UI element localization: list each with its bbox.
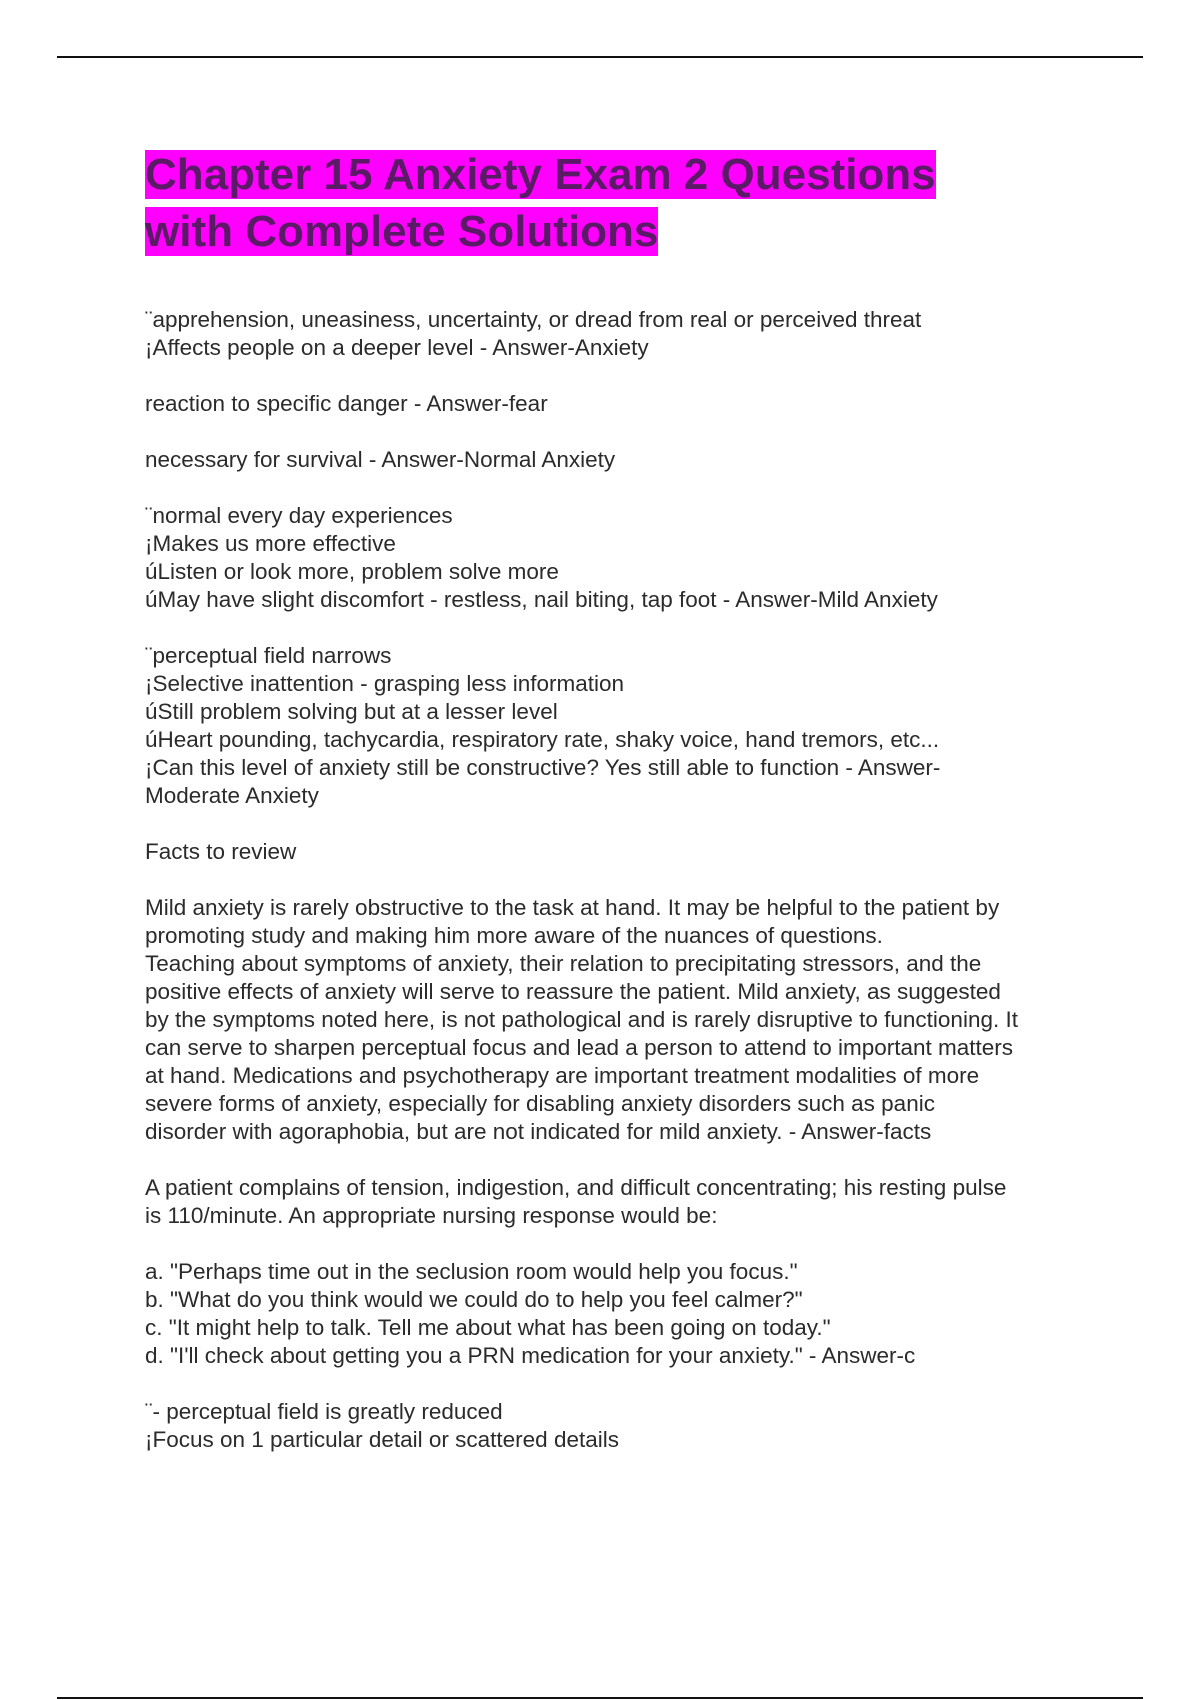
text-line: c. "It might help to talk. Tell me about what has been going on today." <box>145 1315 831 1340</box>
text-line: úMay have slight discomfort - restless, nail biting, tap foot - Answer-Mild Anxiety <box>145 587 938 612</box>
text-line: Teaching about symptoms of anxiety, their relation to precipitating stressors, and the <box>145 951 982 976</box>
qa-block <box>145 502 1085 614</box>
qa-block <box>145 894 1085 1146</box>
text-line: is 110/minute. An appropriate nursing response would be: <box>145 1203 718 1228</box>
text-line: Mild anxiety is rarely obstructive to the task at hand. It may be helpful to the patient by <box>145 895 1000 920</box>
text-line: ¡Focus on 1 particular detail or scattered details <box>145 1427 619 1452</box>
text-line: at hand. Medications and psychotherapy are important treatment modalities of more <box>145 1063 980 1088</box>
text-line: promoting study and making him more aware of the nuances of questions. <box>145 923 883 948</box>
title-line-1: Chapter 15 Anxiety Exam 2 Questions <box>145 150 936 199</box>
text-line: ¡Makes us more effective <box>145 531 396 556</box>
qa-block <box>145 446 1085 474</box>
text-line: disorder with agoraphobia, but are not indicated for mild anxiety. - Answer-facts <box>145 1119 932 1144</box>
qa-block <box>145 390 1085 418</box>
text-line: ¨normal every day experiences <box>145 503 453 528</box>
document-title <box>145 146 1085 260</box>
text-line: Facts to review <box>145 839 297 864</box>
text-line: d. "I'll check about getting you a PRN medication for your anxiety." - Answer-c <box>145 1343 916 1368</box>
text-line: úListen or look more, problem solve more <box>145 559 559 584</box>
top-divider <box>57 56 1143 58</box>
text-line: ¡Selective inattention - grasping less information <box>145 671 624 696</box>
text-line: úHeart pounding, tachycardia, respiratory rate, shaky voice, hand tremors, etc... <box>145 727 940 752</box>
qa-block <box>145 1174 1085 1230</box>
text-line: necessary for survival - Answer-Normal Anxiety <box>145 447 616 472</box>
text-line: A patient complains of tension, indigestion, and difficult concentrating; his resting pulse <box>145 1175 1007 1200</box>
qa-block <box>145 1398 1085 1454</box>
text-line: úStill problem solving but at a lesser level <box>145 699 558 724</box>
bottom-divider <box>57 1697 1143 1699</box>
text-line: ¡Can this level of anxiety still be constructive? Yes still able to function - Answer- <box>145 755 941 780</box>
text-line: severe forms of anxiety, especially for disabling anxiety disorders such as panic <box>145 1091 935 1116</box>
qa-block <box>145 306 1085 362</box>
text-line: reaction to specific danger - Answer-fear <box>145 391 548 416</box>
qa-block <box>145 642 1085 810</box>
document-body <box>145 306 1085 1454</box>
text-line: ¡Affects people on a deeper level - Answer-Anxiety <box>145 335 649 360</box>
title-line-2: with Complete Solutions <box>145 207 659 256</box>
text-line: positive effects of anxiety will serve to reassure the patient. Mild anxiety, as suggested <box>145 979 1001 1004</box>
text-line: ¨apprehension, uneasiness, uncertainty, or dread from real or perceived threat <box>145 307 922 332</box>
text-line: Moderate Anxiety <box>145 783 319 808</box>
text-line: by the symptoms noted here, is not pathological and is rarely disruptive to functioning. It <box>145 1007 1018 1032</box>
text-line: b. "What do you think would we could do to help you feel calmer?" <box>145 1287 803 1312</box>
text-line: ¨- perceptual field is greatly reduced <box>145 1399 503 1424</box>
qa-block <box>145 1258 1085 1370</box>
text-line: a. "Perhaps time out in the seclusion room would help you focus." <box>145 1259 798 1284</box>
text-line: ¨perceptual field narrows <box>145 643 392 668</box>
document-page <box>145 146 1085 1482</box>
text-line: can serve to sharpen perceptual focus and lead a person to attend to important matters <box>145 1035 1014 1060</box>
qa-block <box>145 838 1085 866</box>
